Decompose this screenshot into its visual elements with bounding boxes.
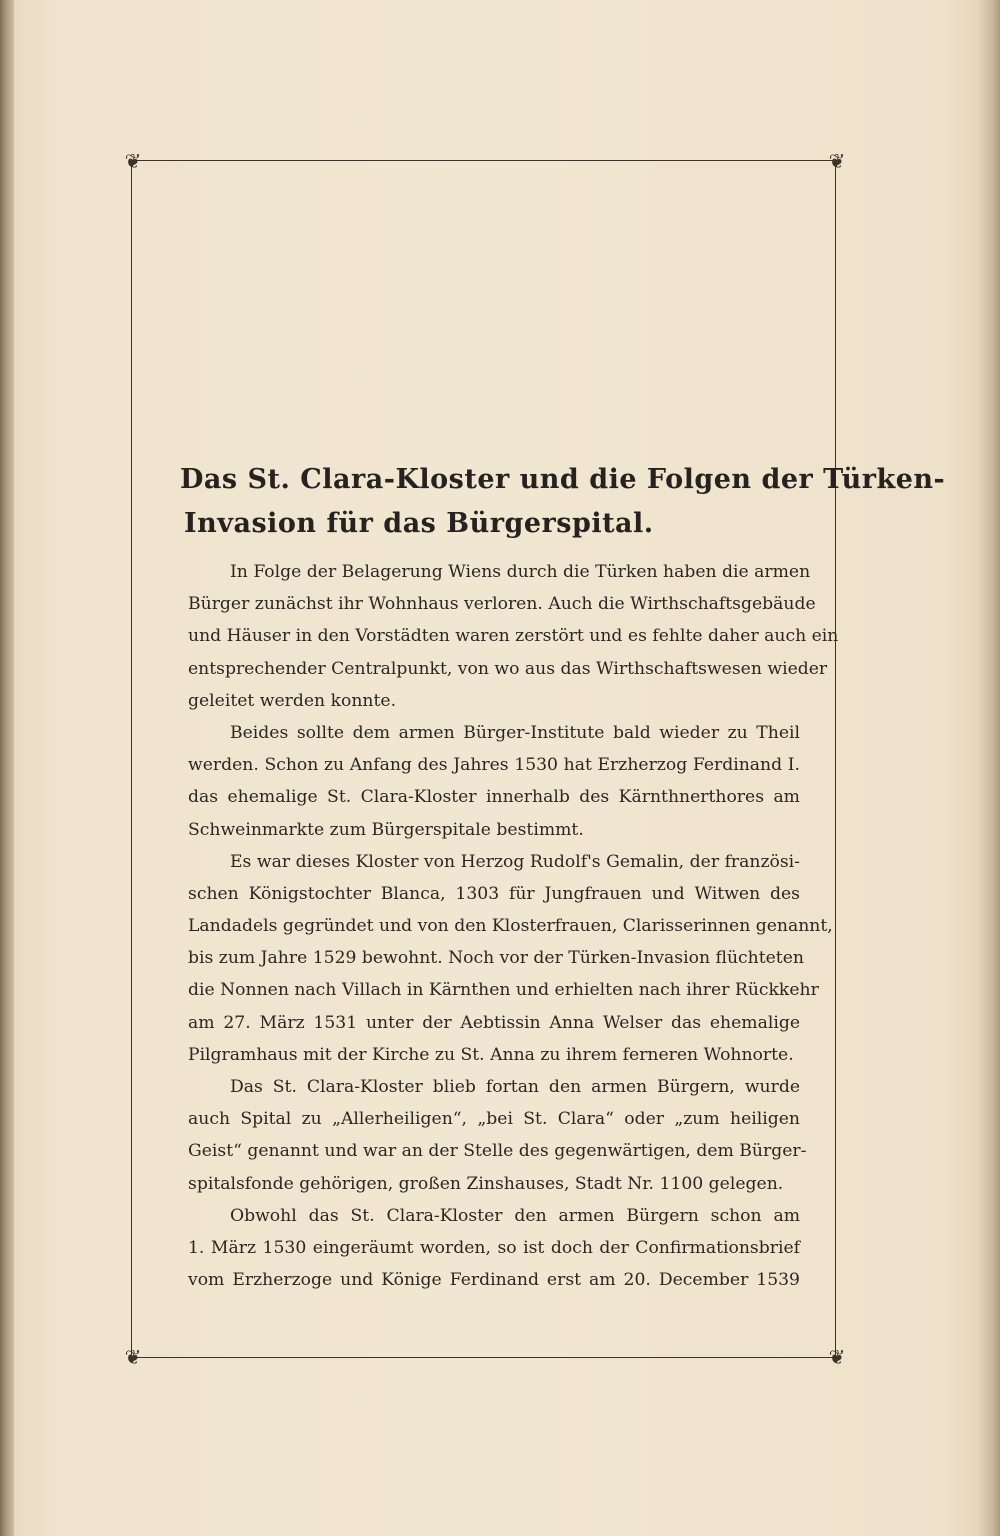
text-line: vom Erzherzoge und Könige Ferdinand erst am 20. December 1539 bbox=[188, 1270, 800, 1291]
text-line: Landadels gegründet und von den Klosterfrauen, Clarisserinnen genannt, bbox=[188, 916, 833, 937]
text-line: Es war dieses Kloster von Herzog Rudolf's Gemalin, der französi- bbox=[230, 851, 800, 872]
text-line: Das St. Clara-Kloster blieb fortan den armen Bürgern, wurde bbox=[230, 1077, 800, 1097]
body-text bbox=[188, 556, 839, 1296]
text-line: spitalsfonde gehörigen, großen Zinshauses, Stadt Nr. 1100 gelegen. bbox=[188, 1173, 784, 1194]
book-binding-edge bbox=[0, 0, 14, 1536]
corner-ornament-icon: ❦ bbox=[124, 149, 142, 173]
text-line: Bürger zunächst ihr Wohnhaus verloren. Auch die Wirthschaftsgebäude bbox=[188, 594, 816, 615]
text-line: bis zum Jahre 1529 bewohnt. Noch vor der Türken-Invasion flüchteten bbox=[188, 948, 804, 969]
text-line: geleitet werden konnte. bbox=[188, 690, 397, 711]
corner-ornament-icon: ❦ bbox=[828, 149, 846, 173]
text-line: auch Spital zu „Allerheiligen“, „bei St. Clara“ oder „zum heiligen bbox=[188, 1109, 800, 1130]
title-line: Das St. Clara-Kloster und die Folgen der Türken- bbox=[180, 464, 946, 495]
text-line: entsprechender Centralpunkt, von wo aus das Wirthschaftswesen wieder bbox=[188, 658, 828, 679]
text-line: Obwohl das St. Clara-Kloster den armen Bürgern schon am bbox=[230, 1205, 800, 1226]
text-line: 1. März 1530 eingeräumt worden, so ist doch der Confirmationsbrief bbox=[188, 1237, 800, 1258]
text-line: das ehemalige St. Clara-Kloster innerhalb des Kärnthnerthores am bbox=[188, 787, 800, 808]
chapter-title bbox=[180, 458, 946, 546]
text-line: und Häuser in den Vorstädten waren zerstört und es fehlte daher auch ein bbox=[188, 626, 839, 647]
title-line: Invasion für das Bürgerspital. bbox=[184, 508, 654, 539]
text-line: schen Königstochter Blanca, 1303 für Jungfrauen und Witwen des bbox=[188, 883, 800, 904]
corner-ornament-icon: ❦ bbox=[124, 1345, 142, 1369]
text-line: In Folge der Belagerung Wiens durch die Türken haben die armen bbox=[230, 562, 811, 582]
text-line: Beides sollte dem armen Bürger-Institute bald wieder zu Theil bbox=[230, 722, 800, 743]
text-line: Pilgramhaus mit der Kirche zu St. Anna zu ihrem ferneren Wohnorte. bbox=[188, 1044, 794, 1065]
text-line: die Nonnen nach Villach in Kärnthen und erhielten nach ihrer Rückkehr bbox=[188, 980, 819, 1001]
text-line: Geist“ genannt und war an der Stelle des gegenwärtigen, dem Bürger- bbox=[188, 1141, 807, 1162]
text-line: werden. Schon zu Anfang des Jahres 1530 hat Erzherzog Ferdinand I. bbox=[188, 755, 800, 776]
corner-ornament-icon: ❦ bbox=[828, 1345, 846, 1369]
text-line: Schweinmarkte zum Bürgerspitale bestimmt. bbox=[188, 819, 584, 840]
page-edge-shadow bbox=[978, 0, 1000, 1536]
text-line: am 27. März 1531 unter der Aebtissin Anna Welser das ehemalige bbox=[188, 1012, 800, 1033]
